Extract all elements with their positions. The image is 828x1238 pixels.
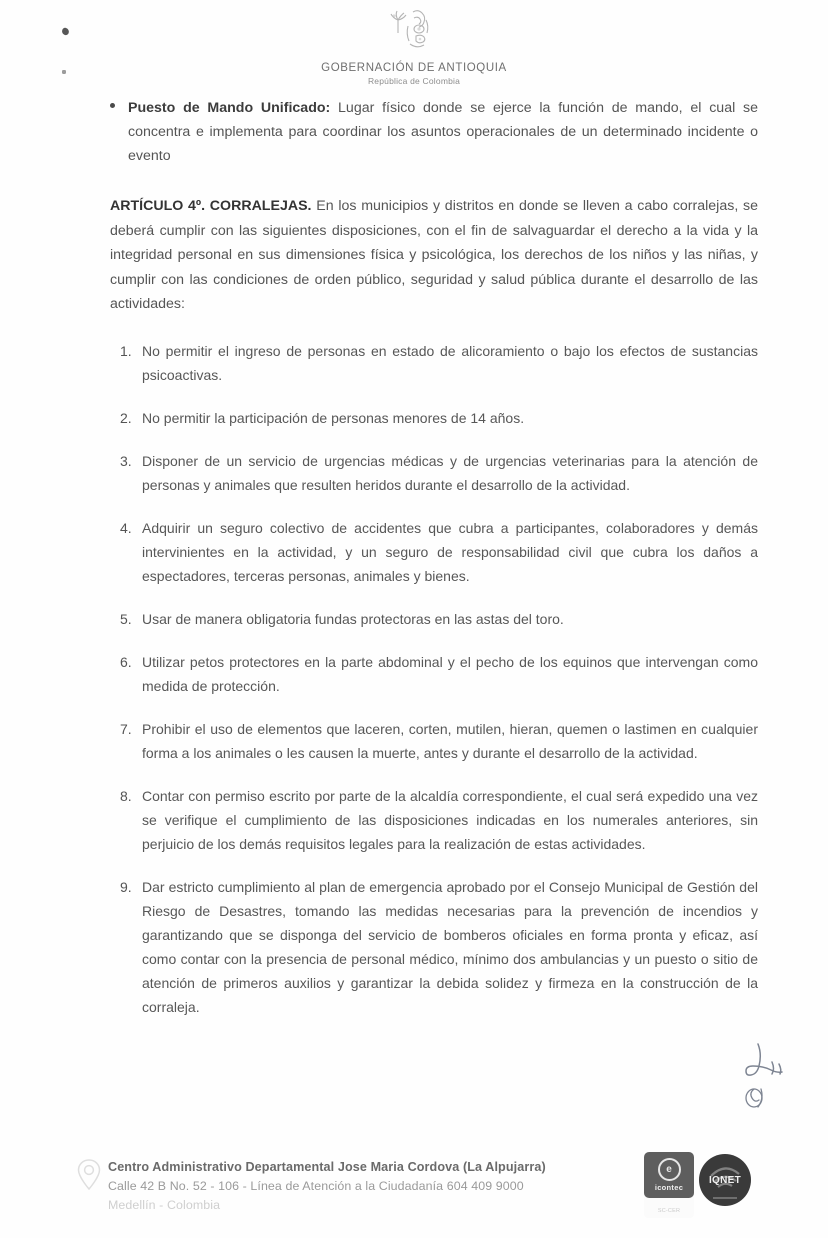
document-body [110, 96, 758, 1038]
clause-text: Usar de manera obligatoria fundas protectoras en las astas del toro. [142, 610, 564, 627]
clause-list [110, 339, 758, 1019]
clause-item [110, 449, 758, 497]
clause-number: 1. [120, 342, 132, 359]
clause-number: 4. [120, 519, 132, 536]
footer-address-name: Centro Administrativo Departamental Jose Maria Cordova (La Alpujarra) [108, 1160, 546, 1174]
signature-paraph [746, 1089, 762, 1107]
certification-logos [644, 1152, 751, 1218]
icontec-label: icontec [654, 1183, 684, 1192]
definition-term: Puesto de Mando Unificado: [128, 100, 331, 116]
clause-item [110, 516, 758, 588]
icontec-emblem: e [658, 1158, 681, 1181]
clause-number: 8. [120, 787, 132, 804]
clause-item [110, 717, 758, 765]
organization-country: República de Colombia [367, 76, 461, 86]
definition-bullet-item [110, 96, 758, 168]
icontec-logo-icon [644, 1152, 694, 1218]
clause-text: Contar con permiso escrito por parte de la alcaldía correspondiente, el cual será expedido una vez se verifique el cumplimiento de las disposiciones indicadas en los numerales anteriores, sin perjuicio de los demás requisitos legales para la realización de estas actividades. [142, 787, 758, 852]
clause-item [110, 339, 758, 387]
clause-text: Adquirir un seguro colectivo de accidentes que cubra a participantes, colaboradores y demás intervinientes en la actividad, y un seguro de responsabilidad civil que cubra los daños a espectadores, terceras personas, animales y bienes. [142, 519, 758, 584]
clause-number: 2. [120, 409, 132, 426]
clause-item [110, 875, 758, 1019]
clause-item [110, 784, 758, 856]
handwritten-signature-icon [734, 1032, 816, 1118]
location-pin-icon [76, 1158, 102, 1192]
document-header [0, 6, 828, 86]
clause-item [110, 406, 758, 430]
clause-item [110, 607, 758, 631]
definition-body: Lugar físico donde se ejerce la función de mando, el cual se concentra e implementa para coordinar los asuntos operacionales de un determinado incidente o evento [128, 100, 759, 164]
clause-text: No permitir el ingreso de personas en estado de alicoramiento o bajo los efectos de sustancias psicoactivas. [142, 342, 758, 383]
article-paragraph [110, 194, 758, 317]
clause-text: Dar estricto cumplimiento al plan de emergencia aprobado por el Consejo Municipal de Gestión del Riesgo de Desastres, tomando las medidas necesarias para la prevención de incendios y garantizando que se disponga del servicio de bomberos oficiales en forma pronta y eficaz, así como contar con la presencia de personal médico, mínimo dos ambulancias y un puesto o sitio de atención de primeros auxilios y garantizar la debida solidez y firmeza en la construcción de la corraleja. [142, 878, 758, 1015]
clause-number: 3. [120, 452, 132, 469]
clause-number: 6. [120, 653, 132, 670]
organization-name: GOBERNACIÓN DE ANTIOQUIA [321, 62, 507, 74]
clause-text: Utilizar petos protectores en la parte abdominal y el pecho de los equinos que intervengan como medida de protección. [142, 653, 758, 694]
iqnet-logo-icon [699, 1154, 751, 1206]
definition-text [128, 96, 758, 168]
article-text: En los municipios y distritos en donde se lleven a cabo corralejas, se deberá cumplir con las siguientes disposiciones, con el fin de salvaguardar el derecho a la vida y la integridad personal en sus dimensiones física y psicológica, los derechos de los niños y las niñas, y cumplir con las condiciones de orden público, seguridad y salud pública durante el desarrollo de las actividades: [110, 198, 758, 312]
footer-address-street: Calle 42 B No. 52 - 106 - Línea de Atención a la Ciudadanía 604 409 9000 [108, 1179, 524, 1193]
icontec-sublabel: SC-CER [657, 1208, 681, 1214]
article-label: ARTÍCULO 4º. CORRALEJAS. [110, 198, 312, 214]
clause-text: No permitir la participación de personas menores de 14 años. [142, 409, 525, 426]
clause-text: Disponer de un servicio de urgencias médicas y de urgencias veterinarias para la atención de personas y animales que resulten heridos durante el desarrollo de la actividad. [142, 452, 758, 493]
bullet-point-icon [110, 96, 128, 108]
clause-number: 9. [120, 878, 132, 895]
clause-number: 5. [120, 610, 132, 627]
iqnet-label: IQNET [708, 1174, 742, 1186]
footer-contact-block [76, 1158, 546, 1215]
footer-address-city: Medellín - Colombia [108, 1198, 221, 1212]
clause-text: Prohibir el uso de elementos que laceren, corten, mutilen, hieran, quemen o lastimen en cualquier forma a los animales o les causen la muerte, antes y durante el desarrollo de la actividad. [142, 720, 758, 761]
antioquia-coat-of-arms-icon [386, 6, 442, 58]
clause-item [110, 650, 758, 698]
clause-number: 7. [120, 720, 132, 737]
